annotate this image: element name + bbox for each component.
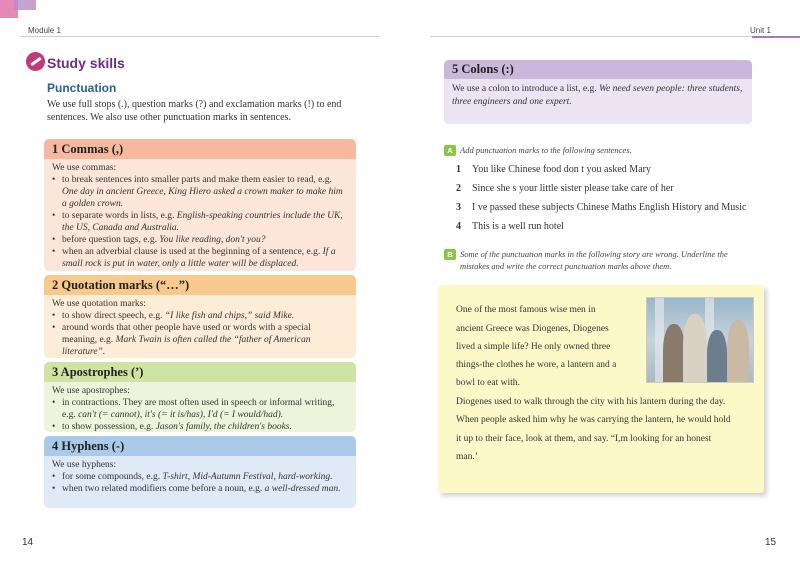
running-header-right: Unit 1: [750, 26, 771, 35]
commas-lead: We use commas:: [52, 163, 117, 173]
subsection-title: Punctuation: [47, 81, 117, 95]
study-skills-icon: [26, 52, 45, 71]
list-item: • in contractions. They are most often used in speech or informal writing, e.g. can't (= cannot), it's (= it is/has), I'd (= I would/had).: [52, 397, 348, 421]
hyphens-lead: We use hyphens:: [52, 460, 117, 470]
section-title: Study skills: [47, 55, 125, 71]
exercise-b-tag: B: [444, 249, 456, 260]
quotation-marks-heading: 2 Quotation marks (“…”): [44, 275, 356, 295]
story-line: When people asked him why he was carrying the lantern, he would hold: [456, 415, 731, 425]
colons-panel: [444, 60, 752, 124]
story-line: bowl to eat with.: [456, 378, 520, 388]
list-item: • to separate words in lists, e.g. English-speaking countries include the UK, the US, Canada and Australia.: [52, 210, 348, 234]
story-line: man.’: [456, 452, 478, 462]
hyphens-heading: 4 Hyphens (-): [44, 436, 356, 456]
story-line: it up to their face, look at them, and say. “I,m looking for an honest: [456, 434, 712, 444]
exercise-sentence: 1 You like Chinese food don t you asked Mary: [456, 164, 651, 175]
exercise-a-instruction: Add punctuation marks to the following sentences.: [460, 145, 632, 155]
header-rule-right: [430, 36, 800, 37]
page-number-left: 14: [22, 537, 34, 548]
corner-decoration: [0, 0, 40, 24]
commas-heading: 1 Commas (,): [44, 139, 356, 159]
intro-paragraph: We use full stops (.), question marks (?) and exclamation marks (!) to end sentences. We also use other punctuation marks in sentences.: [47, 99, 342, 123]
header-rule-left: [20, 36, 380, 37]
list-item: • to show direct speech, e.g. “I like fish and chips,” said Mike.: [52, 310, 348, 322]
running-header-left: Module 1: [28, 26, 61, 35]
apostrophes-lead: We use apostrophes:: [52, 386, 130, 396]
list-item: • before question tags, e.g. You like reading, don't you?: [52, 234, 348, 246]
exercise-sentence: 4 This is a well run hotel: [456, 221, 564, 232]
quotation-marks-panel: [44, 275, 356, 358]
list-item: • to show possession, e.g. Jason's family, the children's books.: [52, 421, 348, 433]
page-number-right: 15: [765, 537, 777, 548]
apostrophes-panel: [44, 362, 356, 432]
diogenes-illustration: [646, 297, 754, 383]
exercise-sentence: 3 I ve passed these subjects Chinese Maths English History and Music: [456, 202, 747, 213]
commas-panel: [44, 139, 356, 271]
exercise-b-instruction-line1: Some of the punctuation marks in the following story are wrong. Underline the: [460, 249, 728, 259]
colons-body: We use a colon to introduce a list, e.g. We need seven people: three students, three engineers and one expert.: [452, 84, 743, 107]
story-line: Diogenes used to walk through the city with his lantern during the day.: [456, 397, 726, 407]
story-line: One of the most famous wise men in: [456, 305, 596, 315]
story-line: lived a simple life? He only owned three: [456, 342, 611, 352]
list-item: • for some compounds, e.g. T-shirt, Mid-Autumn Festival, hard-working.: [52, 471, 348, 483]
exercise-a-tag: A: [444, 145, 456, 156]
story-line: ancient Greece was Diogenes, Diogenes: [456, 324, 609, 334]
list-item: • around words that other people have used or words with a special meaning, e.g. Mark Twain is often called the “father of American literature”.: [52, 322, 348, 358]
list-item: • when an adverbial clause is used at the beginning of a sentence, e.g. If a small rock is put in water, only a little water will be displaced.: [52, 246, 348, 270]
story-line: things-the clothes he wore, a lantern and a: [456, 360, 617, 370]
list-item: • to break sentences into smaller parts and make them easier to read, e.g. One day in ancient Greece, King Hiero asked a crown maker to make him a golden crown.: [52, 174, 348, 210]
hyphens-panel: [44, 436, 356, 508]
list-item: • when two related modifiers come before a noun, e.g. a well-dressed man.: [52, 483, 348, 495]
exercise-b-instruction-line2: mistakes and write the correct punctuation marks above them.: [460, 261, 672, 271]
quotation-marks-lead: We use quotation marks:: [52, 299, 146, 309]
header-rule-accent: [752, 36, 800, 38]
colons-heading: 5 Colons (:): [444, 60, 752, 79]
exercise-sentence: 2 Since she s your little sister please take care of her: [456, 183, 674, 194]
apostrophes-heading: 3 Apostrophes (’): [44, 362, 356, 382]
